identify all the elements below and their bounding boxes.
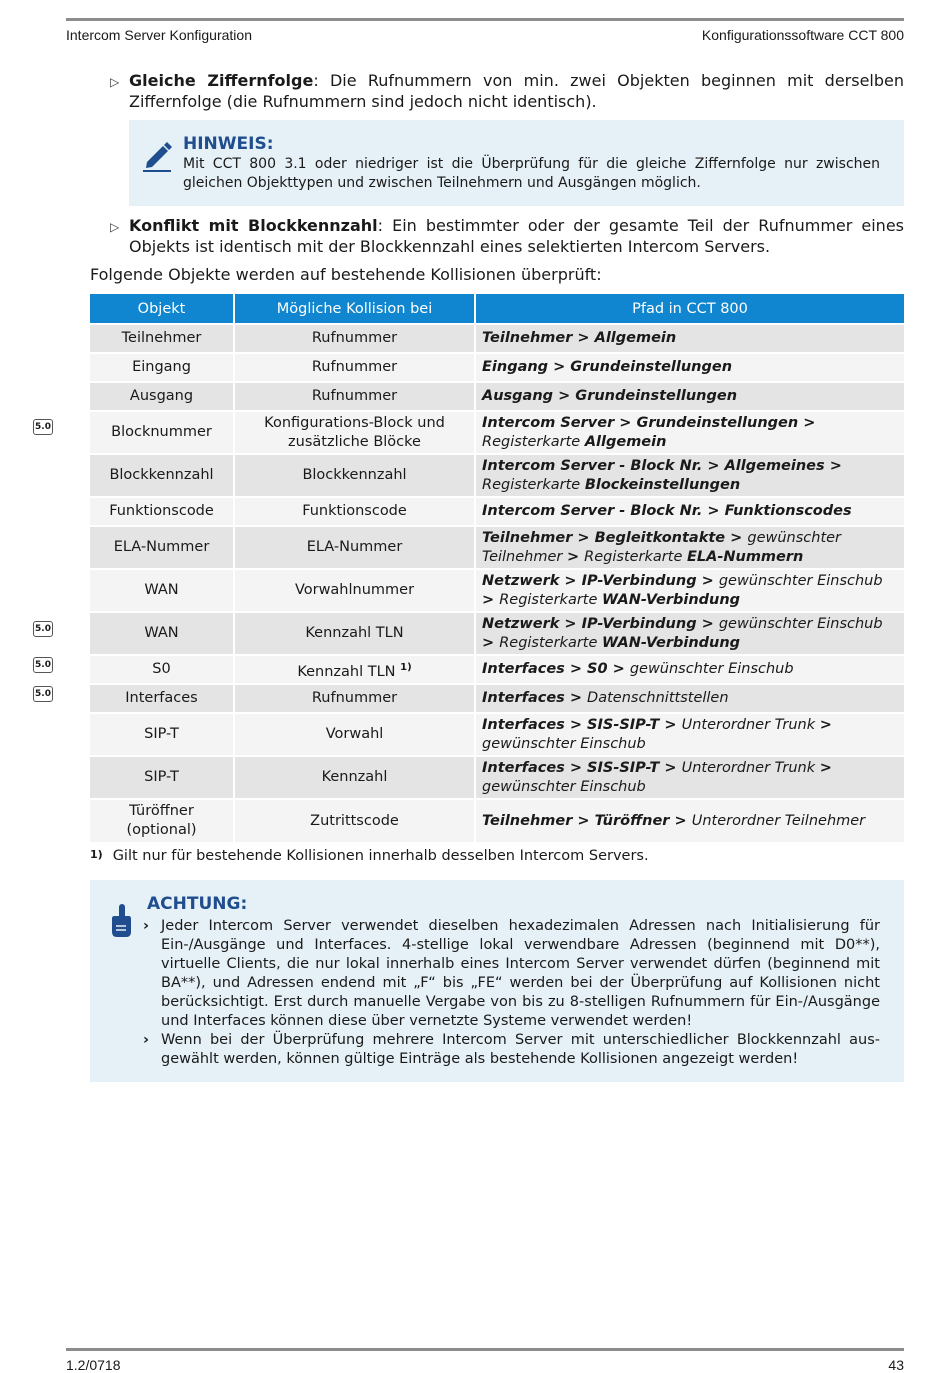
- pfad-segment: Netzwerk > IP-Verbindung >: [482, 615, 719, 632]
- cell-pfad: [475, 713, 904, 756]
- version-badge: 5.0: [33, 621, 53, 637]
- column-header-kollision: Mögliche Kollision bei: [234, 294, 475, 324]
- pfad-segment: gewünschter Einschub: [718, 615, 883, 632]
- pfad-segment: Registerkarte: [482, 433, 585, 450]
- cell-objekt: SIP-T: [90, 713, 234, 756]
- table-header-row: [90, 294, 904, 324]
- pfad-segment: gewünschter Teilnehmer: [482, 529, 842, 565]
- cell-objekt: S0: [90, 655, 234, 684]
- cell-kollision-text: Zutrittscode: [310, 812, 399, 829]
- pfad-segment: Datenschnittstellen: [587, 690, 729, 706]
- pfad-segment: Registerkarte: [499, 591, 603, 608]
- intro-text: Folgende Objekte werden auf bestehende Kollisionen überprüft:: [90, 265, 602, 284]
- cell-objekt: SIP-T: [90, 756, 234, 799]
- pfad-segment: gewünschter Einschub: [629, 661, 794, 677]
- pfad-segment: ELA-Nummern: [686, 548, 804, 565]
- cell-pfad: [475, 756, 904, 799]
- pfad-segment: Intercom Server - Block Nr. > Funktionscodes: [482, 503, 852, 519]
- pfad-segment: Unterordner Trunk: [681, 759, 820, 776]
- pfad-segment: Interfaces >: [482, 690, 588, 706]
- pfad-segment: Teilnehmer > Allgemein: [482, 330, 677, 346]
- cell-objekt: Ausgang: [90, 382, 234, 411]
- table-row: [90, 497, 904, 526]
- column-header-pfad: Pfad in CCT 800: [475, 294, 904, 324]
- cell-kollision-text: Rufnummer: [311, 359, 398, 375]
- pfad-segment: >: [566, 548, 585, 565]
- table-row: [90, 569, 904, 612]
- bullet-gleiche-ziffernfolge: [110, 70, 904, 112]
- kollisionen-table: [90, 294, 904, 842]
- pfad-segment: >: [482, 634, 500, 651]
- bullet-arrow-icon: ▷: [110, 75, 120, 89]
- cell-kollision: [234, 497, 475, 526]
- version-badge: 5.0: [33, 686, 53, 702]
- cell-kollision: [234, 454, 475, 497]
- pfad-segment: WAN-Verbindung: [602, 634, 741, 651]
- cell-kollision-text: Vorwahl: [325, 726, 384, 742]
- pfad-segment: Allgemein: [584, 433, 667, 450]
- pfad-segment: gewünschter Einschub: [482, 778, 646, 795]
- hinweis-title: HINWEIS:: [183, 134, 274, 154]
- cell-kollision-text: Konfigurations-Block und zusätzliche Blöcke: [264, 414, 445, 450]
- cell-pfad: [475, 353, 904, 382]
- header-title-left: Intercom Server Konfiguration: [66, 27, 252, 43]
- cell-kollision: [234, 684, 475, 713]
- cell-kollision-text: Kennzahl: [321, 769, 388, 785]
- pfad-segment: Intercom Server - Block Nr. > Allgemeines >: [482, 457, 842, 474]
- table-row: [90, 454, 904, 497]
- cell-kollision-text: Kennzahl TLN: [297, 663, 396, 680]
- cell-pfad: [475, 612, 904, 655]
- cell-kollision-text: Rufnummer: [311, 388, 398, 404]
- cell-pfad: [475, 655, 904, 684]
- page-header: [66, 18, 904, 43]
- cell-kollision: [234, 526, 475, 569]
- bullet-konflikt-blockkennzahl: [110, 215, 904, 257]
- cell-objekt: WAN: [90, 612, 234, 655]
- cell-pfad: [475, 382, 904, 411]
- cell-kollision: [234, 612, 475, 655]
- pfad-segment: Blockeinstellungen: [584, 476, 741, 493]
- pfad-segment: Interfaces > S0 >: [482, 661, 630, 677]
- pfad-segment: Ausgang > Grundeinstellungen: [482, 388, 738, 404]
- cell-objekt: Eingang: [90, 353, 234, 382]
- cell-kollision: [234, 655, 475, 684]
- footnote-mark: 1): [90, 848, 103, 861]
- cell-kollision: [234, 756, 475, 799]
- cell-pfad: [475, 526, 904, 569]
- table-row: [90, 324, 904, 353]
- achtung-item: [143, 917, 880, 1031]
- footnote-ref: 1): [400, 661, 412, 673]
- pfad-segment: WAN-Verbindung: [602, 591, 741, 608]
- hinweis-text: Mit CCT 800 3.1 oder niedriger ist die Überprüfung für die gleiche Ziffernfolge nur zwischen gleichen Objekttypen und zwischen Teilnehmern und Ausgängen möglich.: [183, 156, 880, 191]
- cell-kollision-text: Blockkennzahl: [302, 467, 407, 483]
- cell-pfad: [475, 411, 904, 454]
- pointing-hand-icon: [110, 904, 132, 938]
- pfad-segment: Netzwerk > IP-Verbindung >: [482, 572, 719, 589]
- bullet-term: Konflikt mit Blockkennzahl: [129, 216, 378, 235]
- cell-objekt: Blockkennzahl: [90, 454, 234, 497]
- table-row: [90, 526, 904, 569]
- pfad-segment: Eingang > Grundeinstellungen: [482, 359, 733, 375]
- header-title-right: Konfigurationssoftware CCT 800: [701, 27, 904, 43]
- version-badge: 5.0: [33, 657, 53, 673]
- page-number: 43: [888, 1357, 904, 1373]
- cell-kollision: [234, 799, 475, 842]
- achtung-item: [143, 1031, 880, 1069]
- cell-kollision: [234, 324, 475, 353]
- table-row: [90, 684, 904, 713]
- chevron-right-icon: ›: [143, 1032, 149, 1048]
- cell-pfad: [475, 324, 904, 353]
- table-row: [90, 353, 904, 382]
- cell-objekt: ELA-Nummer: [90, 526, 234, 569]
- cell-kollision: [234, 382, 475, 411]
- achtung-title: ACHTUNG:: [147, 894, 248, 914]
- cell-kollision-text: Funktionscode: [302, 503, 407, 519]
- table-row: [90, 799, 904, 842]
- footer-version: 1.2/0718: [66, 1357, 121, 1373]
- pfad-segment: Registerkarte: [482, 476, 585, 493]
- version-badge: 5.0: [33, 419, 53, 435]
- cell-objekt: Funktionscode: [90, 497, 234, 526]
- pfad-segment: Registerkarte: [499, 634, 603, 651]
- table-row: [90, 612, 904, 655]
- cell-kollision: [234, 411, 475, 454]
- pfad-segment: >: [819, 759, 832, 776]
- pfad-segment: >: [482, 591, 500, 608]
- cell-objekt: Blocknummer: [90, 411, 234, 454]
- achtung-box: [90, 880, 904, 1082]
- pfad-segment: gewünschter Einschub: [482, 735, 646, 752]
- pfad-segment: Interfaces > SIS-SIP-T >: [482, 716, 682, 733]
- cell-kollision: [234, 569, 475, 612]
- page-footer: [66, 1348, 904, 1373]
- cell-kollision: [234, 353, 475, 382]
- cell-objekt: Interfaces: [90, 684, 234, 713]
- achtung-item-text: Jeder Intercom Server verwendet dieselben hexadezimalen Adressen nach Initialisierung für Ein-/Ausgänge und Interfaces. 4-stellige lokal verwendbare Adressen (beginnend mit D0**), virtuelle Clients, die nur lokal innerhalb eines Intercom Server verwendet dürfen (beginnend mit BA**), und Adressen endend mit „F“ bis „FE“ werden bei der Überprüfung auf Kollisionen nicht berücksichtigt. Erst durch manuelle Vergabe von bis zu 8-stelligen Rufnummern für Ein-/Ausgänge und Interfaces können diese über vernetzte Systeme verwendet werden!: [161, 918, 880, 1029]
- cell-pfad: [475, 497, 904, 526]
- pfad-segment: gewünschter Einschub: [718, 572, 883, 589]
- table-row: [90, 382, 904, 411]
- footnote-text: Gilt nur für bestehende Kollisionen innerhalb desselben Intercom Servers.: [112, 848, 649, 864]
- bullet-arrow-icon: ▷: [110, 220, 120, 234]
- bullet-term: Gleiche Ziffernfolge: [129, 71, 314, 90]
- cell-pfad: [475, 684, 904, 713]
- bullet-text: : Die Rufnummern von min. zwei Objekten beginnen mit derselben Ziffernfolge (die Rufnummern sind jedoch nicht identisch).: [129, 71, 905, 111]
- column-header-objekt: Objekt: [90, 294, 234, 324]
- cell-kollision-text: ELA-Nummer: [306, 539, 403, 555]
- bullet-text: : Ein bestimmter oder der gesamte Teil der Rufnummer eines Objekts ist identisch mit der Blockkennzahl eines selektierten Intercom Servers.: [129, 216, 905, 256]
- pfad-segment: Registerkarte: [584, 548, 687, 565]
- pfad-segment: Unterordner Trunk: [681, 716, 820, 733]
- cell-kollision-text: Vorwahlnummer: [294, 582, 415, 598]
- pfad-segment: Unterordner Teilnehmer: [691, 812, 866, 829]
- chevron-right-icon: ›: [143, 918, 149, 934]
- cell-objekt: Teilnehmer: [90, 324, 234, 353]
- pfad-segment: Teilnehmer > Begleitkontakte >: [482, 529, 748, 546]
- cell-pfad: [475, 454, 904, 497]
- cell-kollision-text: Rufnummer: [311, 330, 398, 346]
- table-row: [90, 713, 904, 756]
- cell-kollision-text: Kennzahl TLN: [305, 625, 404, 641]
- table-row: [90, 756, 904, 799]
- achtung-item-text: Wenn bei der Überprüfung mehrere Intercom Server mit unterschiedlicher Blockkennzahl ausgewählt werden, können gültige Einträge als bestehende Kollisionen angezeigt werden!: [161, 1032, 880, 1067]
- table-row: [90, 411, 904, 454]
- hinweis-box: [129, 120, 904, 206]
- footnote: [90, 848, 649, 864]
- pfad-segment: >: [819, 716, 832, 733]
- cell-pfad: [475, 799, 904, 842]
- pfad-segment: Interfaces > SIS-SIP-T >: [482, 759, 682, 776]
- pfad-segment: Intercom Server > Grundeinstellungen >: [482, 414, 816, 431]
- cell-objekt: Türöffner (optional): [90, 799, 234, 842]
- cell-kollision: [234, 713, 475, 756]
- pfad-segment: Teilnehmer > Türöffner >: [482, 812, 692, 829]
- table-row: [90, 655, 904, 684]
- cell-objekt: WAN: [90, 569, 234, 612]
- cell-pfad: [475, 569, 904, 612]
- pencil-icon: [143, 140, 173, 172]
- cell-kollision-text: Rufnummer: [311, 690, 398, 706]
